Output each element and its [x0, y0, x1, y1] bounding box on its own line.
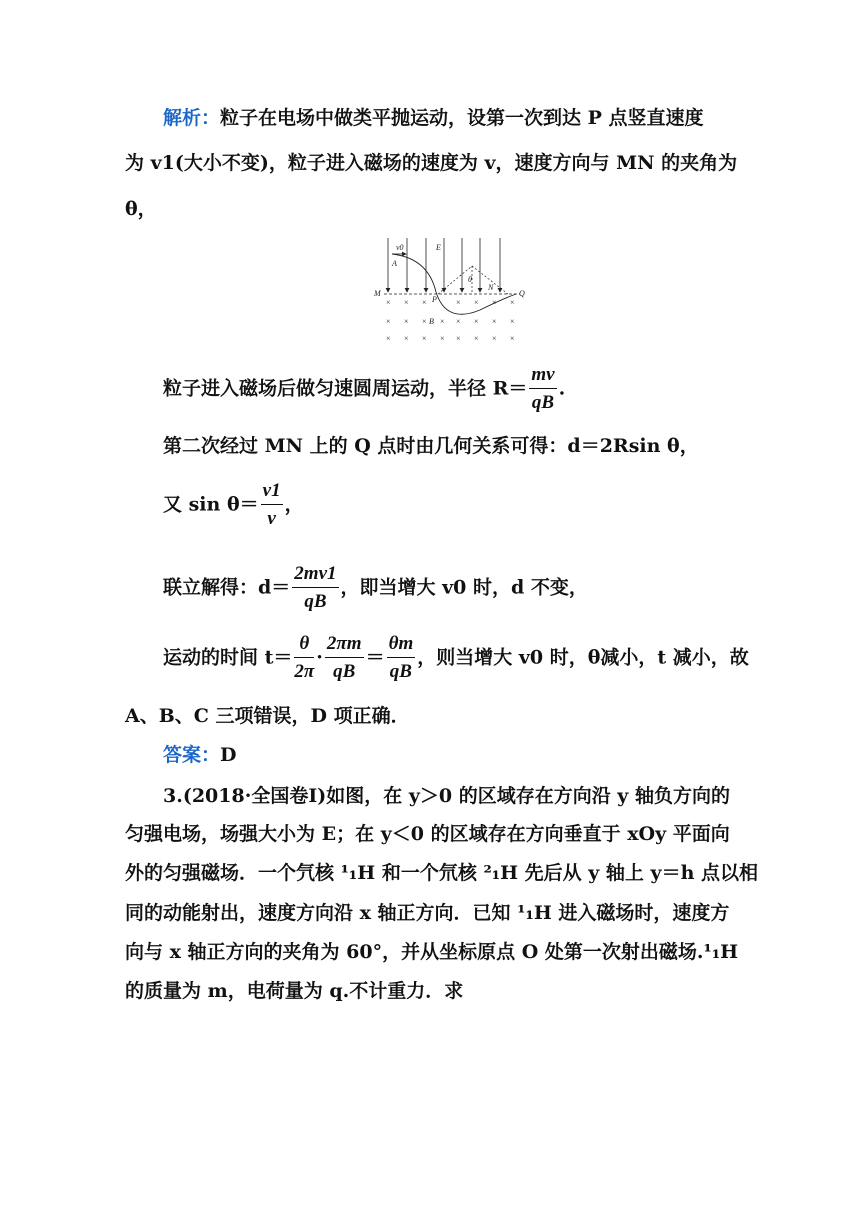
svg-text:×: ×	[492, 298, 497, 307]
svg-text:×: ×	[510, 298, 515, 307]
svg-text:×: ×	[386, 334, 391, 343]
svg-text:×: ×	[474, 317, 479, 326]
electric-field-lines	[388, 238, 500, 292]
svg-text:×: ×	[510, 317, 515, 326]
time-line: 运动的时间 t＝ $\frac{\theta}{2\pi}$ · $\frac{2\pi m}{qB}$ ＝ $\frac{\theta m}{qB}$ ，则当增大 v0 时，θ减小，t 减小，故	[163, 631, 749, 686]
svg-text:×: ×	[404, 317, 409, 326]
label-m: M	[374, 289, 381, 298]
svg-text:×: ×	[456, 334, 461, 343]
conclusion-line: A、B、C 三项错误，D 项正确．	[125, 705, 410, 727]
svg-text:×: ×	[440, 334, 445, 343]
svg-text:×: ×	[510, 334, 515, 343]
question3-line-4: 同的动能射出，速度方向沿 x 轴正方向．已知 ¹₁H 进入磁场时，速度方	[125, 902, 730, 924]
svg-text:×: ×	[456, 317, 461, 326]
label-b: B	[429, 317, 434, 326]
question3-line-6: 的质量为 m，电荷量为 q.不计重力．求	[125, 980, 464, 1002]
time-fraction-2: $\frac{2\pi m}{qB}$	[326, 633, 362, 682]
label-p: P	[432, 295, 437, 304]
svg-text:×: ×	[404, 298, 409, 307]
radius-line: 粒子进入磁场后做匀速圆周运动，半径 R＝ $\frac{mv}{qB}$ .	[163, 362, 565, 417]
svg-text:×: ×	[474, 334, 479, 343]
second-pass-line: 第二次经过 MN 上的 Q 点时由几何关系可得：d＝2Rsin θ，	[163, 435, 699, 457]
answer-line	[163, 743, 237, 767]
magnetic-field-marks	[386, 298, 515, 343]
svg-text:×: ×	[422, 334, 427, 343]
question3-line-1: 3.(2018·全国卷Ⅰ)如图，在 y＞0 的区域存在方向沿 y 轴负方向的	[163, 785, 730, 807]
svg-text:×: ×	[492, 334, 497, 343]
solution-text-1: 粒子在电场中做类平抛运动，设第一次到达 P 点竖直速度	[220, 107, 704, 129]
question3-line-2: 匀强电场，场强大小为 E；在 y＜0 的区域存在方向垂直于 xOy 平面向	[125, 823, 730, 845]
solve-line: 联立解得：d＝ $\frac{2mv1}{qB}$ ，即当增大 v0 时，d 不变，	[163, 561, 588, 616]
time-fraction-1: $\frac{\theta}{2\pi}$	[294, 633, 315, 682]
label-v0: v0	[396, 243, 404, 252]
svg-text:×: ×	[386, 298, 391, 307]
svg-text:×: ×	[386, 317, 391, 326]
field-diagram	[368, 236, 538, 346]
solve-fraction: $\frac{2mv1}{qB}$	[294, 563, 337, 612]
svg-text:×: ×	[422, 317, 427, 326]
svg-text:×: ×	[422, 298, 427, 307]
answer-label: 答案：	[163, 744, 221, 766]
svg-text:×: ×	[474, 298, 479, 307]
svg-text:×: ×	[492, 317, 497, 326]
sin-line: 又 sin θ＝ $\frac{v1}{v}$ ，	[163, 478, 304, 533]
solution-line-1	[163, 106, 704, 130]
label-theta: θ	[468, 275, 472, 284]
sin-fraction: $\frac{v1}{v}$	[262, 480, 281, 529]
question3-line-3: 外的匀强磁场．一个氕核 ¹₁H 和一个氘核 ²₁H 先后从 y 轴上 y＝h 点以相	[125, 862, 759, 884]
solution-line-3: θ，	[125, 198, 157, 220]
label-q: Q	[519, 289, 525, 298]
solution-label: 解析：	[163, 107, 221, 129]
svg-text:×: ×	[456, 298, 461, 307]
label-e: E	[436, 243, 441, 252]
question3-line-5: 向与 x 轴正方向的夹角为 60°，并从坐标原点 O 处第一次射出磁场.¹₁H	[125, 941, 739, 963]
label-a: A	[392, 259, 397, 268]
radius-fraction: $\frac{mv}{qB}$	[531, 364, 555, 413]
answer-value: D	[220, 744, 237, 766]
geometry-triangle	[438, 266, 508, 294]
svg-text:×: ×	[440, 317, 445, 326]
label-n: N	[488, 283, 494, 292]
solution-line-2: 为 v1(大小不变)，粒子进入磁场的速度为 v，速度方向与 MN 的夹角为	[125, 152, 738, 174]
svg-text:×: ×	[404, 334, 409, 343]
time-fraction-3: $\frac{\theta m}{qB}$	[388, 633, 414, 682]
particle-trajectory	[392, 254, 516, 314]
